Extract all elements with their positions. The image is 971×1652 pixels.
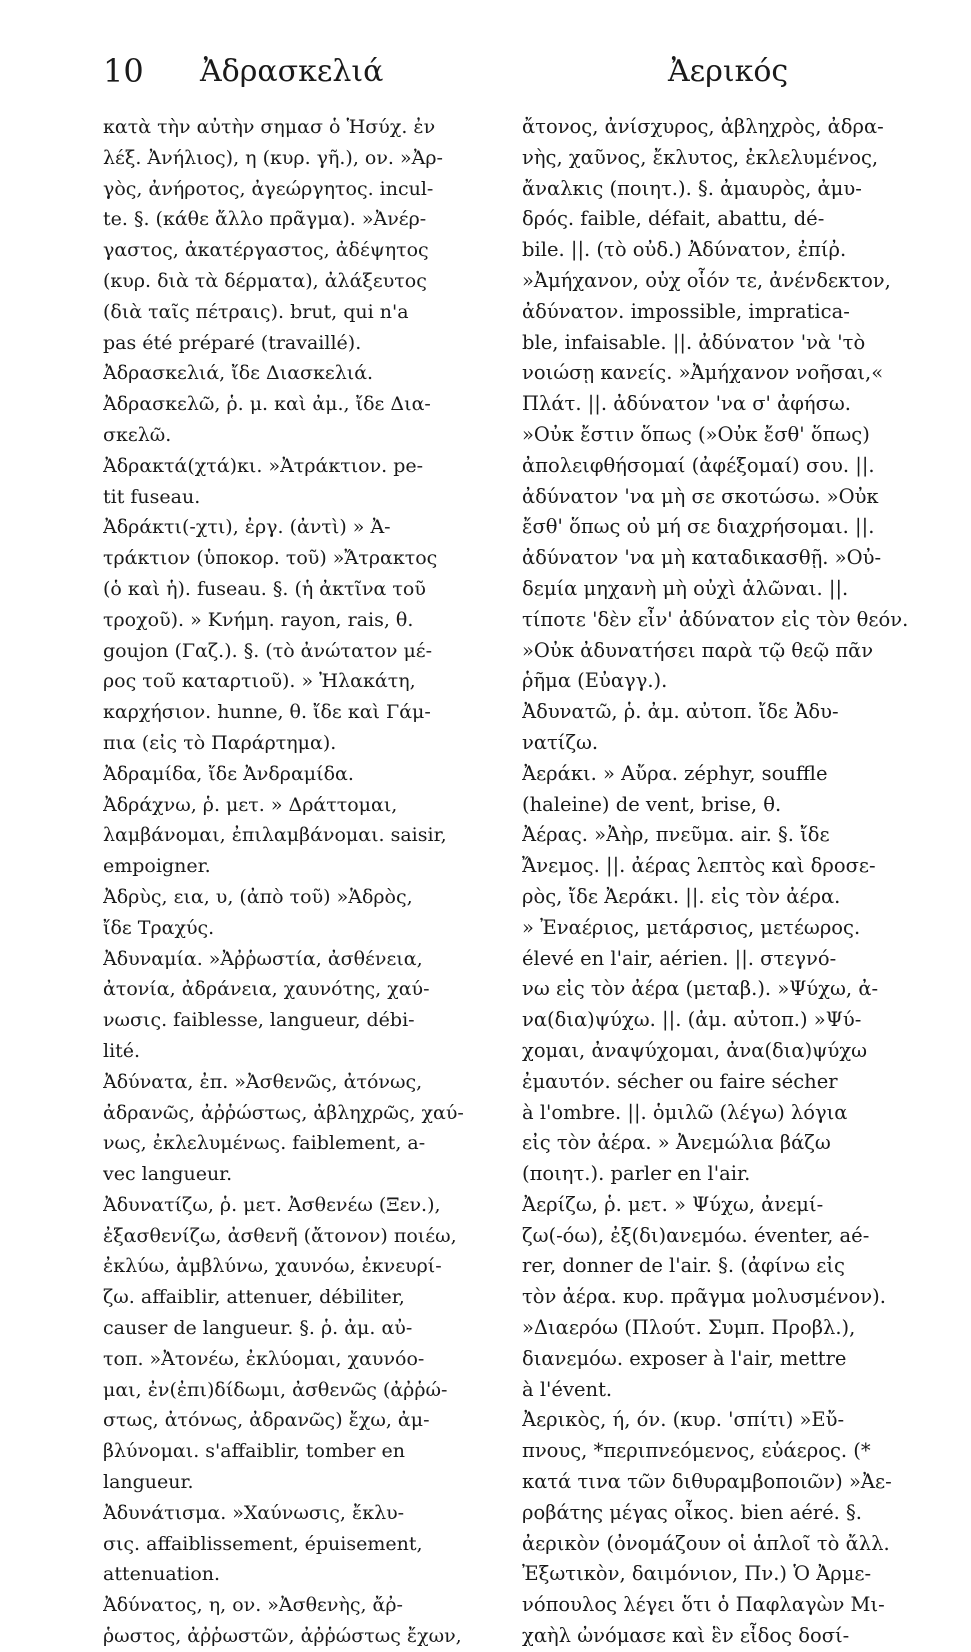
text-line: langueur. <box>103 1471 194 1494</box>
text-line: ἀδύνατον. impossible, impratica- <box>522 299 850 323</box>
text-line: τίποτε 'δὲν εἶν' ἀδύνατον εἰς τὸν θεόν. <box>522 607 909 631</box>
text-line: κατὰ τὴν αὐτὴν σημασ ὁ Ἡσύχ. ἐν <box>103 116 436 138</box>
text-line: ἀδρανῶς, ἀῤῥώστως, ἀβληχρῶς, χαύ- <box>103 1101 464 1124</box>
text-line: καρχήσιον. hunne, θ. ἴδε καὶ Γάμ- <box>103 701 431 724</box>
text-line: rer, donner de l'air. §. (ἀφίνω εἰς <box>522 1254 845 1278</box>
text-line: ροβάτης μέγας οἶκος. bien aéré. §. <box>522 1500 862 1524</box>
text-line: ble, infaisable. ||. ἀδύνατον 'νὰ 'τὸ <box>522 330 866 354</box>
text-line: μαι, ἐν(ἐπι)δίδωμι, ἀσθενῶς (ἀῤῥώ- <box>103 1378 448 1401</box>
text-line: χομαι, ἀναψύχομαι, ἀνα(δια)ψύχω <box>522 1038 868 1062</box>
text-line: ζω. affaiblir, attenuer, débiliter, <box>103 1286 405 1309</box>
text-line: ζω(-όω), ἐξ(δι)ανεμόω. éventer, aé- <box>522 1223 870 1247</box>
text-line: τράκτιον (ὑποκορ. τοῦ) »Ἄτρακτος <box>103 547 438 570</box>
text-line: Ἀερίζω, ῥ. μετ. » Ψύχω, ἀνεμί- <box>522 1192 824 1216</box>
text-line: ἐκλύω, ἀμβλύνω, χαυνόω, ἐκνευρί- <box>103 1255 442 1278</box>
text-line: ῥῆμα (Εὐαγγ.). <box>522 669 668 693</box>
text-line: λαμβάνομαι, ἐπιλαμβάνομαι. saisir, <box>103 824 447 847</box>
text-line: ἀδύνατον 'να μὴ σε σκοτώσω. »Οὐκ <box>522 484 879 508</box>
text-line: Ἀδυνατίζω, ῥ. μετ. Ἀσθενέω (Ξεν.), <box>103 1193 441 1216</box>
left-column <box>103 112 487 1652</box>
text-line: Ἀεράκι. » Αὔρα. zéphyr, souffle <box>522 761 828 785</box>
text-line: empoigner. <box>103 855 211 878</box>
text-line: γαστος, ἀκατέργαστος, ἀδέψητος <box>103 239 429 262</box>
text-line: Ἀέρας. »Ἀὴρ, πνεῦμα. air. §. ἴδε <box>522 823 830 847</box>
text-line: Ἀδυναμία. »Ἀῤῥωστία, ἀσθένεια, <box>103 947 423 970</box>
text-line: γὸς, ἀνήροτος, ἀγεώργητος. incul- <box>103 177 434 200</box>
text-line: Ἀερικὸς, ή, όν. (κυρ. 'σπίτι) »Εὔ- <box>522 1408 845 1432</box>
text-line: νὴς, χαῦνος, ἔκλυτος, ἐκλελυμένος, <box>522 145 879 169</box>
text-line: ἄτονος, ἀνίσχυρος, ἀβληχρὸς, ἀδρα- <box>522 115 884 138</box>
text-line: νω εἰς τὸν ἀέρα (μεταβ.). »Ψύχω, ἀ- <box>522 977 879 1001</box>
text-line: σις. affaiblissement, épuisement, <box>103 1532 423 1555</box>
text-line: attenuation. <box>103 1563 221 1586</box>
text-line: bile. ||. (τὸ οὐδ.) Ἀδύνατον, ἐπίῤ. <box>522 238 847 262</box>
text-line: τὸν ἀέρα. κυρ. πρᾶγμα μολυσμένον). <box>522 1285 886 1309</box>
text-line: »Διαερόω (Πλούτ. Συμπ. Προβλ.), <box>522 1316 856 1340</box>
text-line: »Οὐκ ἀδυνατήσει παρὰ τῷ θεῷ πᾶν <box>522 638 874 662</box>
text-line: (κυρ. διὰ τὰ δέρματα), ἀλάξευτος <box>103 269 427 292</box>
text-line: Ἀδρασκελῶ, ῥ. μ. καὶ ἀμ., ἴδε Δια- <box>103 393 431 416</box>
right-running-head: Ἀερικός <box>668 54 789 89</box>
text-line: Ἀδύνατα, ἐπ. »Ἀσθενῶς, ἀτόνως, <box>103 1070 423 1093</box>
text-line: Ἀδρασκελιά, ἴδε Διασκελιά. <box>103 362 374 385</box>
text-line: πια (εἰς τὸ Παράρτημα). <box>103 731 337 754</box>
text-line: te. §. (κάθε ἄλλο πρᾶγμα). »Ἀνέρ- <box>103 208 427 231</box>
text-line: Ἄνεμος. ||. ἀέρας λεπτὸς καὶ δροσε- <box>522 854 876 878</box>
text-line: εἰς τὸν ἀέρα. » Ἀνεμώλια βάζω <box>522 1131 831 1155</box>
text-line: τοπ. »Ἀτονέω, ἐκλύομαι, χαυνόο- <box>103 1347 425 1370</box>
text-line: ἀπολειφθήσομαί (ἀφέξομαί) σου. ||. <box>522 453 875 477</box>
text-line: Ἐξωτικὸν, δαιμόνιον, Πν.) Ὁ Ἀρμε- <box>522 1562 872 1586</box>
text-line: ἴδε Τραχύς. <box>103 916 215 939</box>
text-line: Ἀδύνατος, η, ον. »Ἀσθενὴς, ἄῤ- <box>103 1594 403 1617</box>
text-line: βλύνομαι. s'affaiblir, tomber en <box>103 1440 405 1463</box>
text-line: Ἀδρὺς, εια, υ, (ἀπὸ τοῦ) »Ἁδρὸς, <box>103 885 413 908</box>
left-running-head: Ἀδρασκελιά <box>200 54 384 89</box>
text-line: Ἀδραμίδα, ἴδε Ἀνδραμίδα. <box>103 762 354 785</box>
text-line: ἄναλκις (ποιητ.). §. ἀμαυρὸς, ἀμυ- <box>522 176 862 200</box>
text-line: (haleine) de vent, brise, θ. <box>522 792 782 816</box>
text-line: Πλάτ. ||. ἀδύνατον 'να σ' ἀφήσω. <box>522 392 851 416</box>
text-line: στως, ἀτόνως, ἀδρανῶς) ἔχω, ἀμ- <box>103 1409 430 1432</box>
text-line: »Ἀμήχανον, οὐχ οἷόν τε, ἀνένδεκτον, <box>522 268 891 292</box>
text-line: ῥωστος, ἀῤῥωστῶν, ἀῤῥώστως ἔχων, <box>103 1625 462 1648</box>
text-line: élevé en l'air, aérien. ||. στεγνό- <box>522 946 837 970</box>
text-line: νοιώσῃ κανείς. »Ἀμήχανον νοῆσαι,« <box>522 361 884 385</box>
text-line: »Οὐκ ἔστιν ὅπως (»Οὐκ ἔσθ' ὅπως) <box>522 422 870 446</box>
text-line: ρὸς, ἴδε Ἀεράκι. ||. εἰς τὸν ἀέρα. <box>522 884 841 908</box>
text-line: pas été préparé (travaillé). <box>103 331 362 354</box>
page-number: 10 <box>103 52 144 90</box>
text-line: νως, ἐκλελυμένως. faiblement, a- <box>103 1132 426 1155</box>
text-line: νωσις. faiblesse, langueur, débi- <box>103 1009 415 1032</box>
text-line: κατά τινα τῶν διθυραμβοποιῶν) »Ἀε- <box>522 1470 892 1494</box>
text-line: ἐξασθενίζω, ἀσθενῆ (ἄτονον) ποιέω, <box>103 1224 457 1247</box>
text-line: Ἀδράχνω, ῥ. μετ. » Δράττομαι, <box>103 793 398 816</box>
text-line: causer de langueur. §. ῥ. ἀμ. αὐ- <box>103 1317 413 1340</box>
text-line: ἐμαυτόν. sécher ou faire sécher <box>522 1069 838 1093</box>
text-line: à l'ombre. ||. ὁμιλῶ (λέγω) λόγια <box>522 1100 848 1124</box>
text-line: δρός. faible, défait, abattu, dé- <box>522 207 825 231</box>
text-line: vec langueur. <box>103 1163 233 1186</box>
text-line: χαὴλ ὠνόμασε καὶ ἓν εἶδος δοσί- <box>522 1624 850 1648</box>
text-line: διανεμόω. exposer à l'air, mettre <box>522 1346 847 1370</box>
text-line: à l'évent. <box>522 1377 613 1401</box>
text-line: ἀερικὸν (ὀνομάζουν οἱ ἁπλοῖ τὸ ἄλλ. <box>522 1531 890 1555</box>
text-line: tit fuseau. <box>103 485 201 508</box>
text-line: λέξ. Ἀνήλιος), η (κυρ. γῆ.), ον. »Ἀρ- <box>103 146 443 169</box>
page-header <box>0 50 971 100</box>
text-line: ἀτονία, ἀδράνεια, χαυνότης, χαύ- <box>103 978 430 1001</box>
text-line: Ἀδρακτά(χτά)κι. »Ἀτράκτιον. pe- <box>103 454 424 477</box>
text-line: πνους, *περιπνεόμενος, εὐάερος. (* <box>522 1439 871 1463</box>
text-line: goujon (Γαζ.). §. (τὸ ἀνώτατον μέ- <box>103 639 433 662</box>
text-line: να(δια)ψύχω. ||. (ἀμ. αὐτοπ.) »Ψύ- <box>522 1008 862 1032</box>
text-line: Ἀδράκτι(-χτι), ἐργ. (ἀντὶ) » Ἀ- <box>103 516 391 539</box>
text-line: ἔσθ' ὅπως οὐ μή σε διαχρήσομαι. ||. <box>522 515 875 539</box>
text-line: (ὁ καὶ ἡ). fuseau. §. (ἡ ἀκτῖνα τοῦ <box>103 577 426 600</box>
text-line: Ἀδυνάτισμα. »Χαύνωσις, ἔκλυ- <box>103 1501 405 1524</box>
text-line: ρος τοῦ καταρτιοῦ). » Ἠλακάτη, <box>103 670 416 693</box>
text-line: (διὰ ταῖς πέτραις). brut, qui n'a <box>103 300 409 323</box>
text-line: δεμία μηχανὴ μὴ οὐχὶ ἁλῶναι. ||. <box>522 576 849 600</box>
text-line: ἀδύνατον 'να μὴ καταδικασθῇ. »Οὐ- <box>522 546 882 570</box>
text-line: νόπουλος λέγει ὅτι ὁ Παφλαγὼν Μι- <box>522 1593 885 1617</box>
text-line: Ἀδυνατῶ, ῥ. ἀμ. αὐτοπ. ἴδε Ἀδυ- <box>522 700 839 724</box>
text-line: » Ἐναέριος, μετάρσιος, μετέωρος. <box>522 915 861 939</box>
text-line: lité. <box>103 1039 141 1062</box>
text-line: (ποιητ.). parler en l'air. <box>522 1162 751 1186</box>
text-line: τροχοῦ). » Κνήμη. rayon, rais, θ. <box>103 608 414 631</box>
right-column <box>522 112 934 1652</box>
text-line: νατίζω. <box>522 730 599 754</box>
text-line: σκελῶ. <box>103 423 172 446</box>
